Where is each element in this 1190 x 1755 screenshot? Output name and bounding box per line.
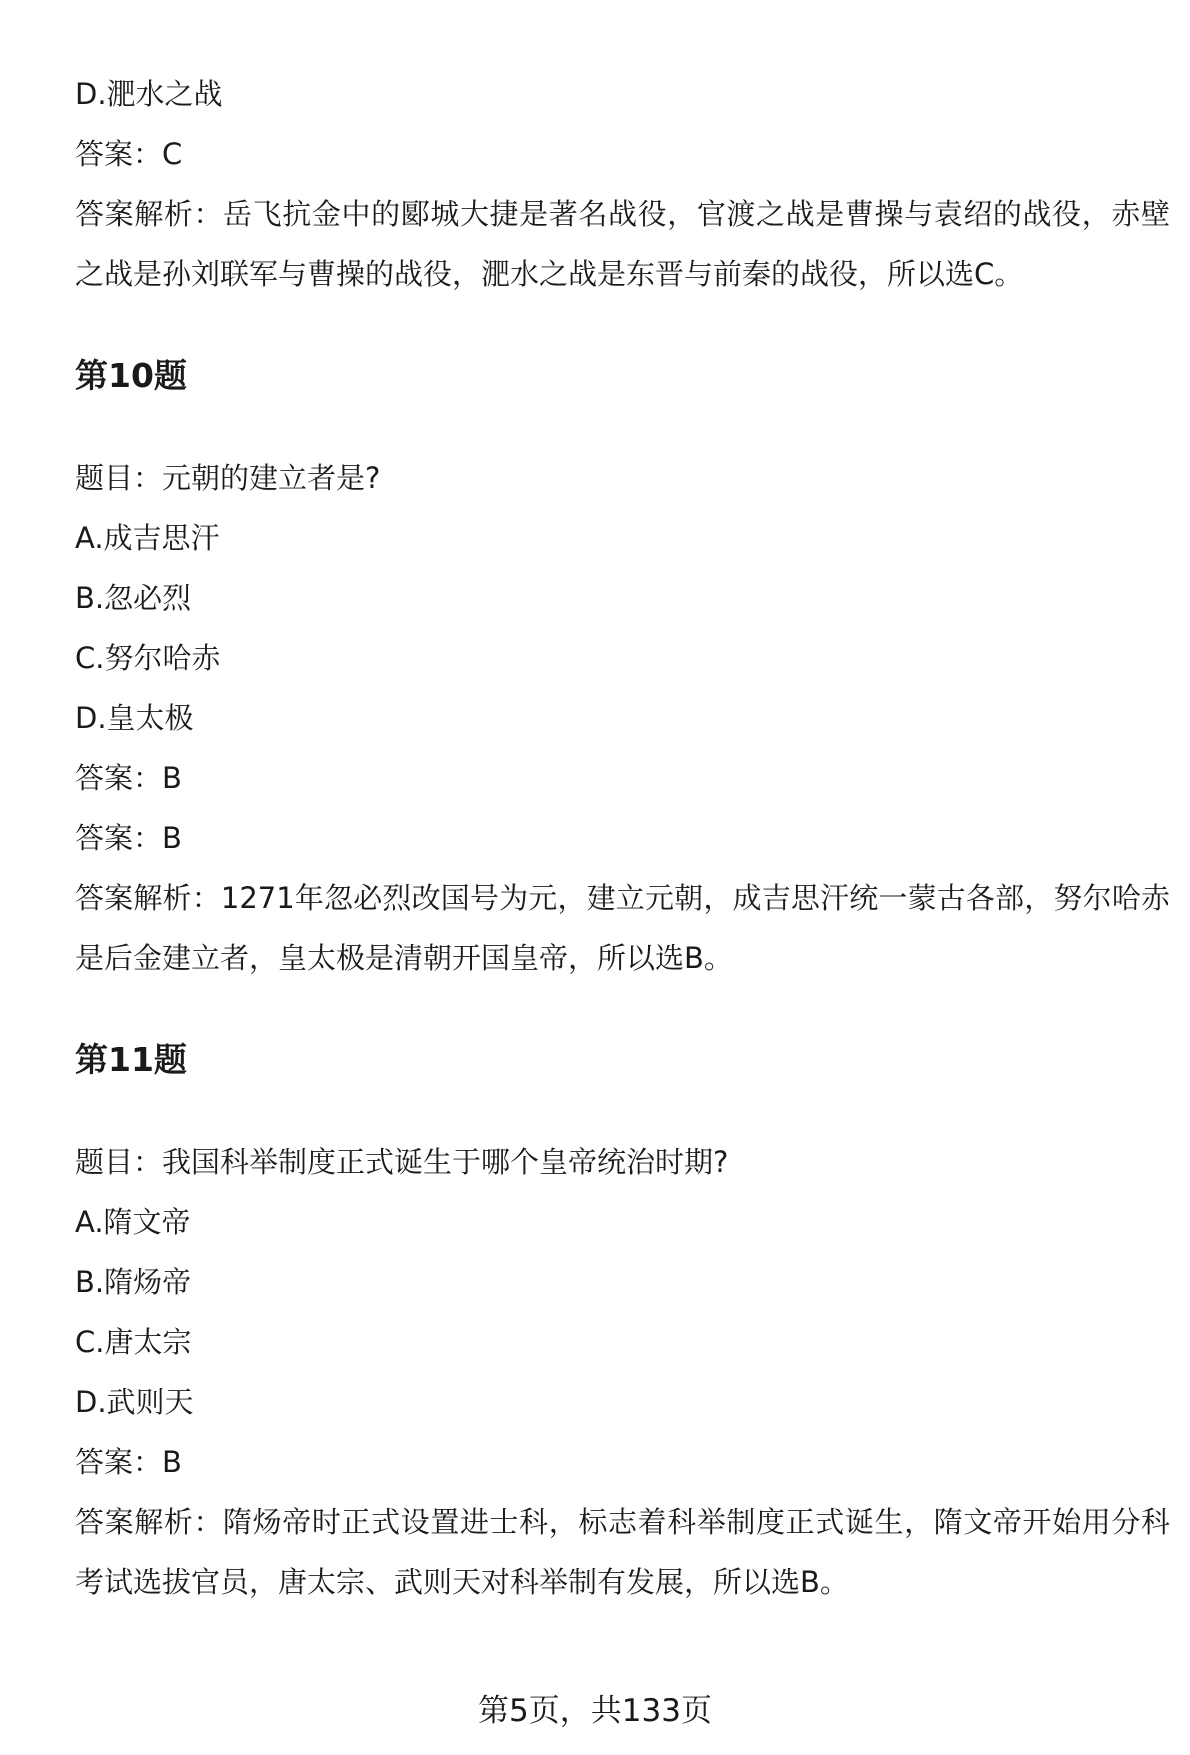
q11-answer: 答案：B	[75, 1445, 182, 1479]
q11-explanation: 答案解析：隋炀帝时正式设置进士科，标志着科举制度正式诞生，隋文帝开始用分科考试选拔官员，唐太宗、武则天对科举制有发展，所以选B。	[75, 1505, 1170, 1599]
q10-answer-repeat: 答案：B	[75, 821, 182, 855]
q11-option-a: A.隋文帝	[75, 1205, 191, 1239]
q10-option-b: B.忽必烈	[75, 581, 192, 615]
q10-answer: 答案：B	[75, 761, 182, 795]
q10-option-a: A.成吉思汗	[75, 521, 220, 555]
q9-answer: 答案：C	[75, 137, 183, 171]
q9-explanation: 答案解析：岳飞抗金中的郾城大捷是著名战役，官渡之战是曹操与袁绍的战役，赤壁之战是孙刘联军与曹操的战役，淝水之战是东晋与前秦的战役，所以选C。	[75, 197, 1170, 291]
q10-question: 题目：元朝的建立者是?	[75, 461, 381, 495]
q10-option-d: D.皇太极	[75, 701, 194, 735]
q9-option-d: D.淝水之战	[75, 77, 223, 111]
q11-option-c: C.唐太宗	[75, 1325, 192, 1359]
q11-option-b: B.隋炀帝	[75, 1265, 192, 1299]
q10-heading: 第10题	[75, 356, 187, 395]
q10-option-c: C.努尔哈赤	[75, 641, 221, 675]
q11-option-d: D.武则天	[75, 1385, 194, 1419]
q10-explanation: 答案解析：1271年忽必烈改国号为元，建立元朝，成吉思汗统一蒙古各部，努尔哈赤是后金建立者，皇太极是清朝开国皇帝，所以选B。	[75, 881, 1170, 975]
q11-question: 题目：我国科举制度正式诞生于哪个皇帝统治时期?	[75, 1145, 729, 1179]
q11-heading: 第11题	[75, 1040, 187, 1079]
page-number: 第5页，共133页	[478, 1693, 712, 1729]
